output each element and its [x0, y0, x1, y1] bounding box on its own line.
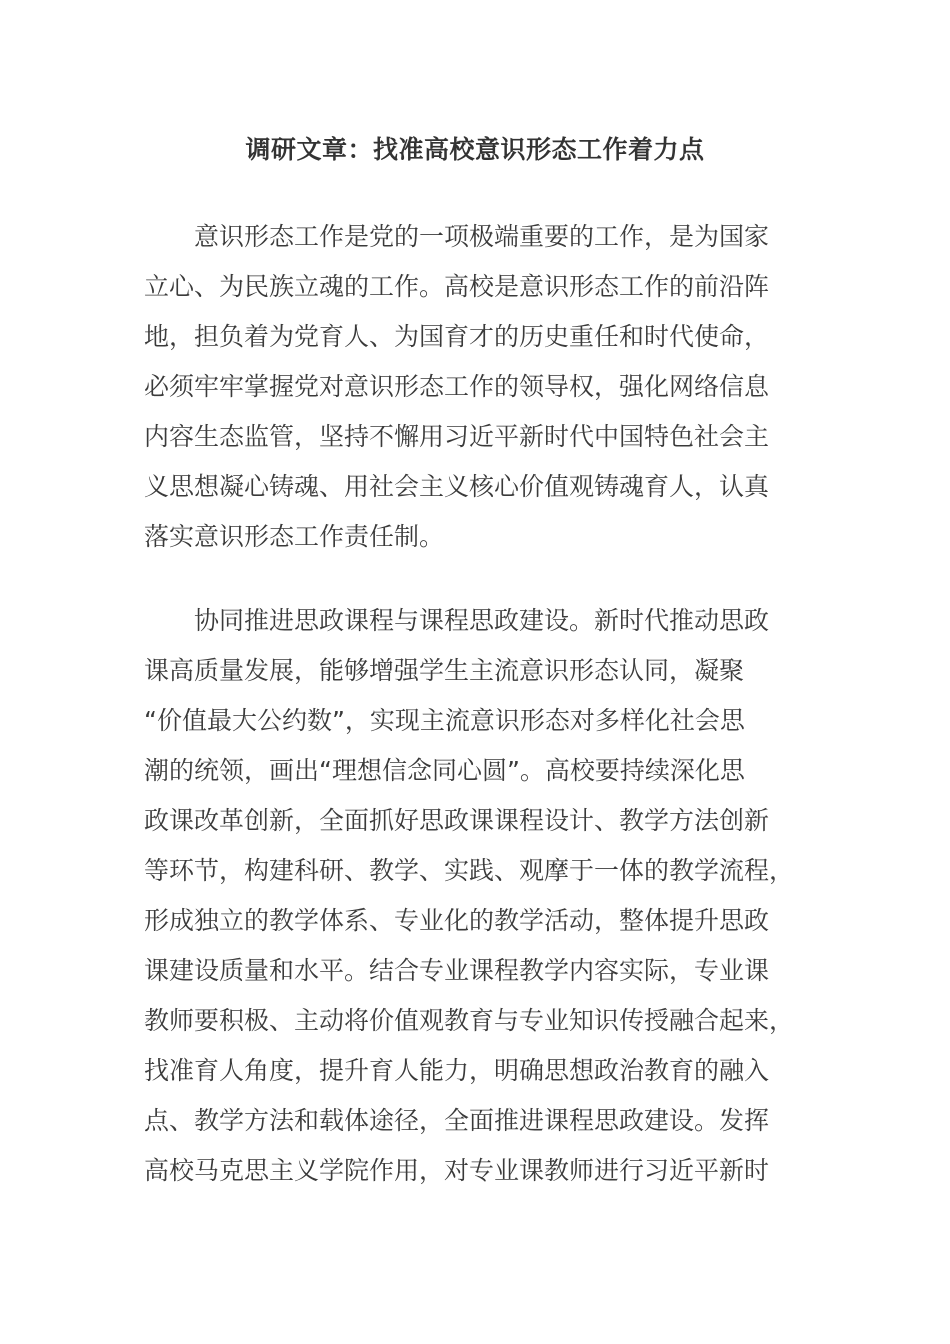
paragraph-line: 找准育人角度，提升育人能力，明确思想政治教育的融入	[144, 1056, 770, 1085]
paragraph-line: 等环节，构建科研、教学、实践、观摩于一体的教学流程，	[144, 856, 795, 885]
paragraph-line: 内容生态监管，坚持不懈用习近平新时代中国特色社会主	[144, 422, 770, 451]
paragraph-line: 潮的统领，画出“理想信念同心圆”。高校要持续深化思	[144, 756, 745, 785]
paragraph-curriculum	[144, 596, 816, 1196]
paragraph-line: 课建设质量和水平。结合专业课程教学内容实际，专业课	[144, 956, 770, 985]
paragraph-line: 必须牢牢掌握党对意识形态工作的领导权，强化网络信息	[144, 372, 770, 401]
paragraph-line: 政课改革创新，全面抓好思政课课程设计、教学方法创新	[144, 806, 770, 835]
paragraph-line: 教师要积极、主动将价值观教育与专业知识传授融合起来，	[144, 1006, 795, 1035]
paragraph-line: 协同推进思政课程与课程思政建设。新时代推动思政	[194, 606, 770, 635]
paragraph-line: 地，担负着为党育人、为国育才的历史重任和时代使命，	[144, 322, 770, 351]
document-title: 调研文章：找准高校意识形态工作着力点	[245, 135, 705, 164]
paragraph-line: “价值最大公约数”，实现主流意识形态对多样化社会思	[144, 706, 745, 735]
paragraph-line: 立心、为民族立魂的工作。高校是意识形态工作的前沿阵	[144, 272, 770, 301]
paragraph-line: 课高质量发展，能够增强学生主流意识形态认同，凝聚	[144, 656, 745, 685]
paragraph-line: 意识形态工作是党的一项极端重要的工作，是为国家	[194, 222, 770, 251]
paragraph-line: 高校马克思主义学院作用，对专业课教师进行习近平新时	[144, 1156, 770, 1185]
paragraph-line: 点、教学方法和载体途径，全面推进课程思政建设。发挥	[144, 1106, 770, 1135]
paragraph-line: 形成独立的教学体系、专业化的教学活动，整体提升思政	[144, 906, 770, 935]
paragraph-line: 落实意识形态工作责任制。	[144, 522, 445, 551]
paragraph-intro	[144, 212, 816, 562]
paragraph-line: 义思想凝心铸魂、用社会主义核心价值观铸魂育人，认真	[144, 472, 770, 501]
